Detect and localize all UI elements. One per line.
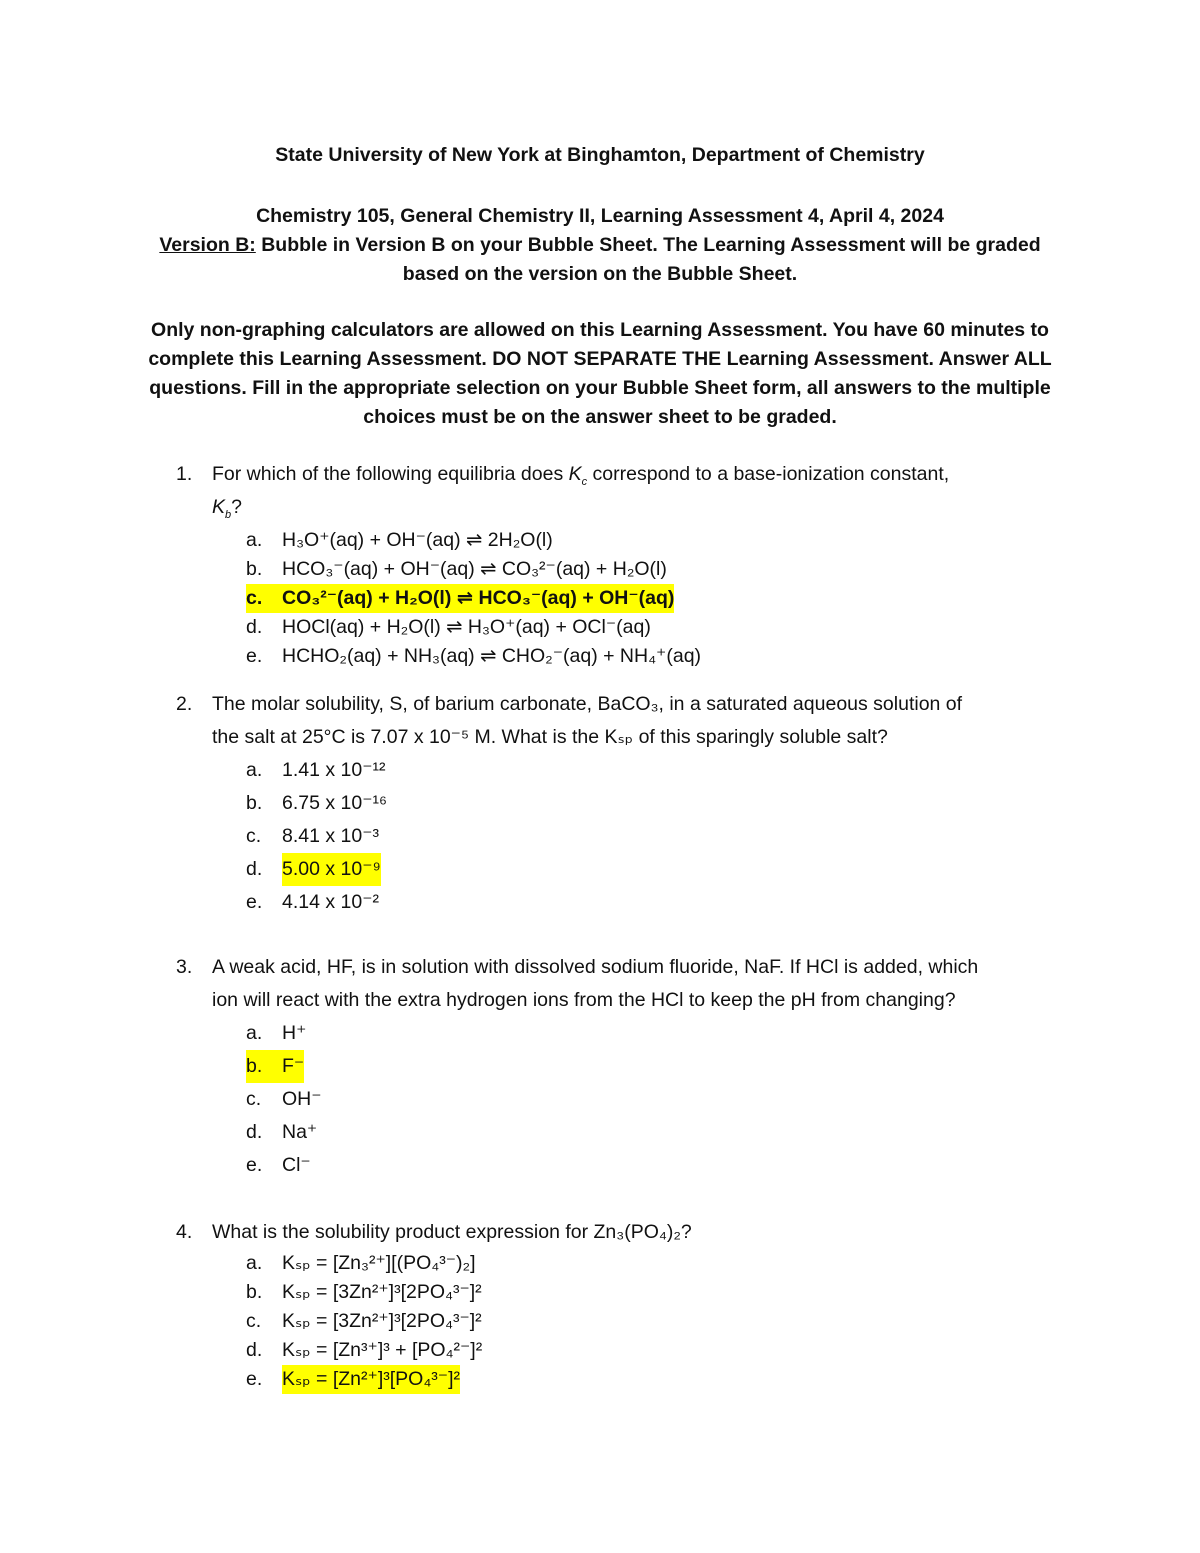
option-b: b. HCO₃⁻(aq) + OH⁻(aq) ⇌ CO₃²⁻(aq) + H₂O(l) bbox=[246, 558, 667, 580]
question-number: 4. bbox=[176, 1221, 193, 1243]
question-text: The molar solubility, S, of barium carbonate, BaCO₃, in a saturated aqueous solution of the salt at 25°C is 7.07 x 10⁻⁵ M. What is the Kₛₚ of this sparingly soluble salt? bbox=[212, 693, 963, 748]
option-a: a. H₃O⁺(aq) + OH⁻(aq) ⇌ 2H₂O(l) bbox=[246, 529, 553, 551]
option-d: d. HOCl(aq) + H₂O(l) ⇌ H₃O⁺(aq) + OCl⁻(aq) bbox=[246, 616, 651, 638]
option-c: c. Kₛₚ = [3Zn²⁺]³[2PO₄³⁻]² bbox=[246, 1310, 482, 1332]
question-number: 3. bbox=[176, 956, 193, 978]
option-d: d. Kₛₚ = [Zn³⁺]³ + [PO₄²⁻]² bbox=[246, 1339, 483, 1361]
option-e-highlighted: e. Kₛₚ = [Zn²⁺]³[PO₄³⁻]² bbox=[246, 1365, 1076, 1394]
version-text: Bubble in Version B on your Bubble Sheet. The Learning Assessment will be graded based on the version on the Bubble Sheet. bbox=[255, 234, 1041, 285]
option-a: a. Kₛₚ = [Zn₃²⁺][(PO₄³⁻)₂] bbox=[246, 1252, 476, 1274]
option-c: c. OH⁻ bbox=[246, 1088, 322, 1110]
course-line: Chemistry 105, General Chemistry II, Learning Assessment 4, April 4, 2024 bbox=[256, 205, 944, 227]
question-number: 1. bbox=[176, 463, 193, 485]
institution-heading: State University of New York at Binghamton, Department of Chemistry bbox=[275, 144, 925, 166]
version-notice bbox=[0, 231, 1200, 289]
option-b-highlighted: b. F⁻ bbox=[246, 1050, 1076, 1083]
question-1 bbox=[176, 458, 1076, 671]
option-b: b. Kₛₚ = [3Zn²⁺]³[2PO₄³⁻]² bbox=[246, 1281, 482, 1303]
question-text: For which of the following equilibria does $K_c$ correspond to a base-ionization constant, $K_b$? bbox=[212, 463, 950, 521]
course-heading bbox=[0, 202, 1200, 289]
option-e: e. Cl⁻ bbox=[246, 1154, 311, 1176]
option-c-highlighted: c. CO₃²⁻(aq) + H₂O(l) ⇌ HCO₃⁻(aq) + OH⁻(aq) bbox=[246, 584, 1076, 613]
option-e: e. HCHO₂(aq) + NH₃(aq) ⇌ CHO₂⁻(aq) + NH₄⁺(aq) bbox=[246, 645, 702, 667]
option-a: a. 1.41 x 10⁻¹² bbox=[246, 759, 386, 781]
version-label: Version B: bbox=[159, 234, 256, 256]
option-a: a. H⁺ bbox=[246, 1022, 307, 1044]
question-text: What is the solubility product expression for Zn₃(PO₄)₂? bbox=[212, 1221, 692, 1243]
question-2 bbox=[176, 688, 1076, 919]
question-3 bbox=[176, 951, 1076, 1182]
option-b: b. 6.75 x 10⁻¹⁶ bbox=[246, 792, 388, 814]
option-c: c. 8.41 x 10⁻³ bbox=[246, 825, 380, 847]
question-text: A weak acid, HF, is in solution with dissolved sodium fluoride, NaF. If HCl is added, which ion will react with the extra hydrogen ions from the HCl to keep the pH from changing? bbox=[212, 956, 979, 1011]
instructions: Only non-graphing calculators are allowed on this Learning Assessment. You have 60 minutes to complete this Learning Assessment. DO NOT SEPARATE THE Learning Assessment. Answer ALL questions. Fill in the appropriate selection on your Bubble Sheet form, all answers to the multiple choices must be on the answer sheet to be graded. bbox=[148, 319, 1052, 428]
option-d-highlighted: d. 5.00 x 10⁻⁹ bbox=[246, 853, 1076, 886]
option-e: e. 4.14 x 10⁻² bbox=[246, 891, 380, 913]
option-d: d. Na⁺ bbox=[246, 1121, 318, 1143]
question-number: 2. bbox=[176, 693, 193, 715]
question-4 bbox=[176, 1216, 1076, 1394]
